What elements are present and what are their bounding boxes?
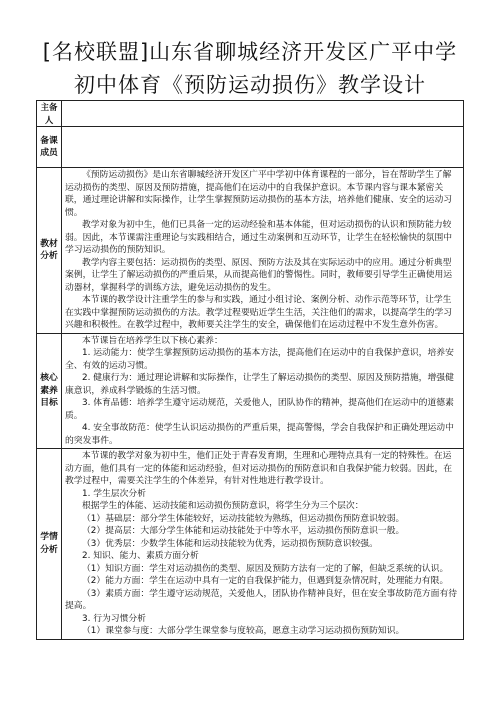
learner-paragraph: （3）优秀层：少数学生体能和运动技能较为优秀，运动损伤预防意识较强。 (82, 538, 378, 549)
learner-paragraph: （2）提高层：大部分学生体能和运动技能处于中等水平，运动损伤预防意识一般。 (82, 526, 405, 536)
core-content (62, 333, 464, 449)
analysis-paragraph: 《预防运动损伤》是山东省聊城经济开发区广平中学初中体育课程的一部分，旨在帮助学生了解运动损伤的类型、原因及预防措施，提高他们在运动中的自我保护意识。本节课内容与课本紧密关联，通过理论讲解和实际操作，让学生掌握预防运动损伤的基本方法，培养他们健康、安全的运动习惯。 (65, 170, 453, 218)
learner-paragraph: （1）知识方面：学生对运动损伤的类型、原因及预防方法有一定的了解，但缺乏系统的认识。 (82, 563, 449, 574)
core-paragraph: 4. 安全事故防范：使学生认识运动损伤的严重后果，提高警惕，学会自我保护和正确处理运动中的突发事件。 (65, 423, 454, 446)
learner-label: 学情分析 (37, 449, 62, 640)
analysis-paragraph: 本节课的教学设计注重学生的参与和实践，通过小组讨论、案例分析、动作示范等环节，让学生在实践中掌握预防运动损伤的方法。教学过程要贴近学生生活，关注他们的需求，以提高学生的学习兴趣和积极性。在教学过程中，教师要关注学生的安全，确保他们在运动过程中不发生意外伤害。 (65, 295, 453, 330)
learner-paragraph: 本节课的教学对象为初中生，他们正处于青春发育期，生理和心理特点具有一定的特殊性。在运动方面，他们具有一定的体能和运动经验，但对运动损伤的预防意识和自我保护能力较弱。因此，在教学过程中，需要关注学生的个体差异，有针对性地进行教学设计。 (65, 451, 453, 486)
lesson-member-value[interactable] (62, 127, 464, 168)
preparer-value[interactable] (62, 101, 464, 127)
learner-paragraph: 1. 学生层次分析 (82, 488, 146, 499)
lesson-member-row (37, 127, 464, 168)
analysis-paragraph: 教学内容主要包括：运动损伤的类型、原因、预防方法及其在实际运动中的应用。通过分析典型案例，让学生了解运动损伤的严重后果，从而提高他们的警惕性。同时，教师要引导学生正确使用运动器材，掌握科学的训练方法，避免运动损伤的发生。 (65, 257, 453, 293)
preparer-row (37, 101, 464, 127)
document-title (0, 0, 500, 100)
learner-paragraph: （3）素质方面：学生遵守运动规范，关爱他人，团队协作精神良好，但在安全事故防范方面有待提高。 (65, 588, 458, 611)
lesson-member-label: 备课成员 (37, 127, 62, 168)
analysis-label: 教材分析 (37, 168, 62, 334)
title-line-2: 初中体育《预防运动损伤》教学设计 (74, 73, 426, 97)
core-paragraph: 2. 健康行为：通过理论讲解和实际操作，让学生了解运动损伤的类型、原因及预防措施，增强健康意识，养成科学锻炼的生活习惯。 (65, 373, 454, 396)
learner-content (62, 449, 464, 640)
learner-paragraph: （1）基础层：部分学生体能较好，运动技能较为熟练，但运动损伤预防意识较弱。 (82, 513, 405, 524)
learner-paragraph: 2. 知识、能力、素质方面分析 (82, 551, 199, 561)
core-paragraph: 本节课旨在培养学生以下核心素养： (82, 335, 223, 346)
lesson-plan-table (36, 100, 464, 640)
learner-paragraph: 3. 行为习惯分析 (82, 613, 146, 624)
analysis-paragraph: 教学对象为初中生，他们已具备一定的运动经验和基本体能，但对运动损伤的认识和预防能力较弱。因此，本节课需注重理论与实践相结合，通过生动案例和互动环节，让学生在轻松愉快的氛围中学习运动损伤的预防知识。 (65, 220, 453, 255)
title-line-1: [名校联盟]山东省聊城经济开发区广平中学 (42, 40, 458, 64)
learner-row (37, 449, 464, 640)
core-paragraph: 1. 运动能力：使学生掌握预防运动损伤的基本方法，提高他们在运动中的自我保护意识，培养安全、有效的运动习惯。 (65, 348, 454, 371)
core-label: 核心素养目标 (37, 333, 62, 449)
core-paragraph: 3. 体育品德：培养学生遵守运动规范，关爱他人，团队协作的精神，提高他们在运动中的道德素质。 (65, 398, 454, 421)
learner-paragraph: （1）课堂参与度：大部分学生课堂参与度较高，愿意主动学习运动损伤预防知识。 (82, 626, 405, 636)
analysis-row (37, 168, 464, 334)
analysis-content (62, 168, 464, 334)
preparer-label: 主备人 (37, 101, 62, 127)
learner-paragraph: 根据学生的体能、运动技能和运动损伤预防意识，将学生分为三个层次： (82, 501, 364, 511)
core-row (37, 333, 464, 449)
learner-paragraph: （2）能力方面：学生在运动中具有一定的自我保护能力，但遇到复杂情况时，处理能力有限。 (82, 576, 449, 586)
